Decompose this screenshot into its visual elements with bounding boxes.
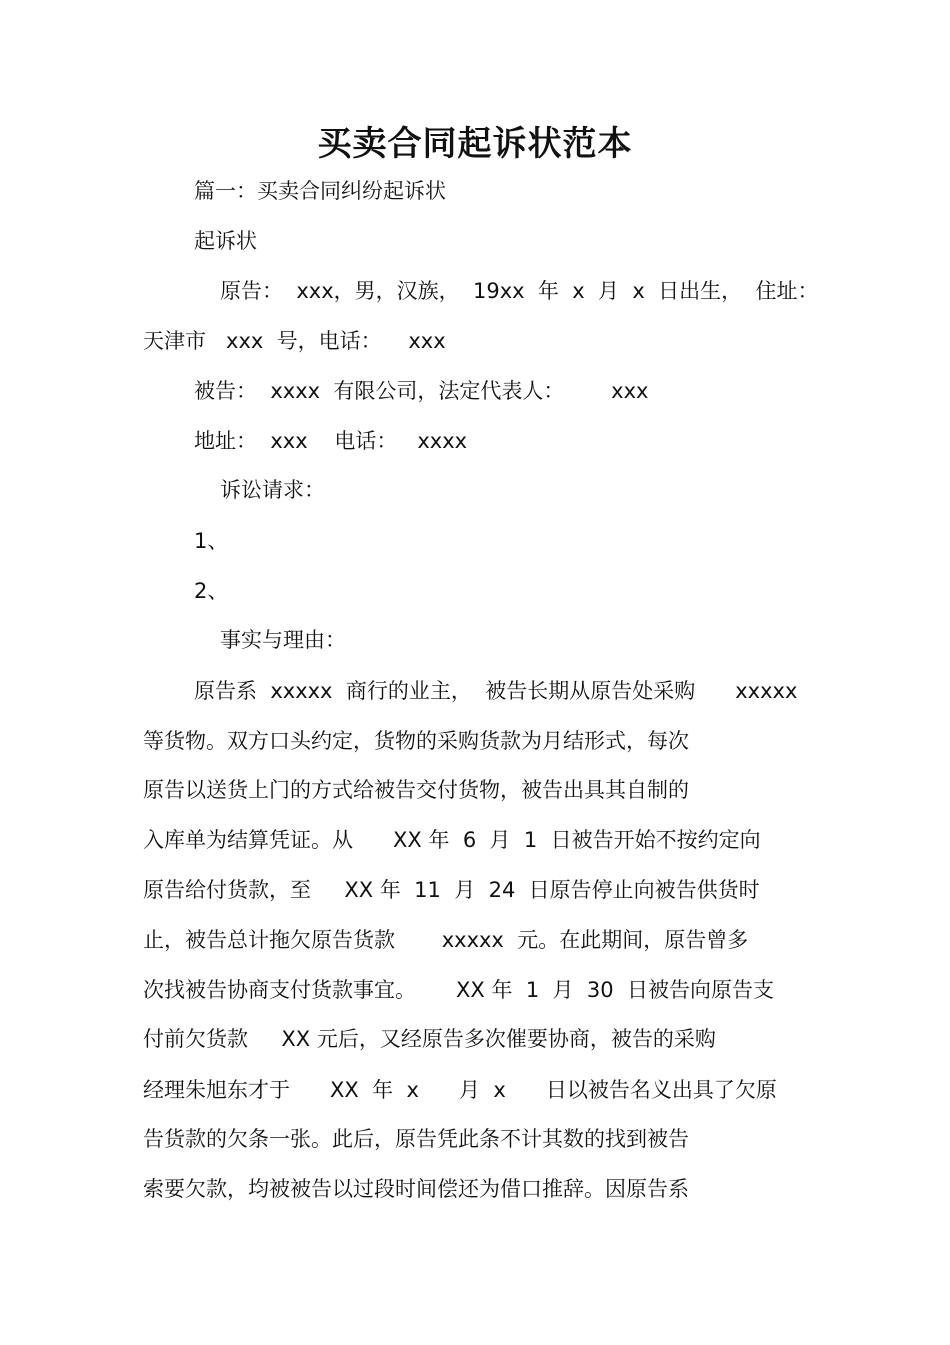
document-title: 买卖合同起诉状范本: [317, 124, 633, 164]
facts-paragraph-line: 经理朱旭东才于 XX 年 x 月 x 日以被告名义出具了欠原: [143, 1078, 777, 1102]
section-heading: 篇一：买卖合同纠纷起诉状: [194, 179, 446, 203]
facts-paragraph-line: 次找被告协商支付货款事宜。 XX 年 1 月 30 日被告向原告支: [143, 978, 774, 1002]
facts-paragraph-line: 原告以送货上门的方式给被告交付货物，被告出具其自制的: [143, 778, 689, 802]
facts-paragraph-line: 原告给付货款，至 XX 年 11 月 24 日原告停止向被告供货时: [143, 878, 760, 902]
facts-paragraph-line: 告货款的欠条一张。此后，原告凭此条不计其数的找到被告: [143, 1127, 689, 1151]
claim-item-1: 1、: [194, 529, 229, 553]
claim-item-2: 2、: [194, 579, 229, 603]
plaintiff-line: 原告： xxx，男，汉族， 19xx 年 x 月 x 日出生， 住址：: [220, 279, 819, 303]
facts-heading: 事实与理由：: [220, 628, 346, 652]
plaintiff-address-line: 天津市 xxx 号，电话： xxx: [143, 329, 446, 353]
doc-type-heading: 起诉状: [194, 229, 257, 253]
facts-paragraph-line: 原告系 xxxxx 商行的业主， 被告长期从原告处采购 xxxxx: [194, 679, 798, 703]
facts-paragraph-line: 入库单为结算凭证。从 XX 年 6 月 1 日被告开始不按约定向: [143, 828, 761, 852]
facts-paragraph-line: 索要欠款，均被被告以过段时间偿还为借口推辞。因原告系: [143, 1177, 689, 1201]
claims-heading: 诉讼请求：: [220, 478, 325, 502]
facts-paragraph-line: 付前欠货款 XX 元后，又经原告多次催要协商，被告的采购: [143, 1027, 716, 1051]
facts-paragraph-line: 等货物。双方口头约定，货物的采购货款为月结形式，每次: [143, 729, 689, 753]
defendant-line: 被告： xxxx 有限公司，法定代表人： xxx: [194, 379, 649, 403]
defendant-address-line: 地址： xxx 电话： xxxx: [194, 429, 468, 453]
facts-paragraph-line: 止，被告总计拖欠原告货款 xxxxx 元。在此期间，原告曾多: [143, 928, 749, 952]
